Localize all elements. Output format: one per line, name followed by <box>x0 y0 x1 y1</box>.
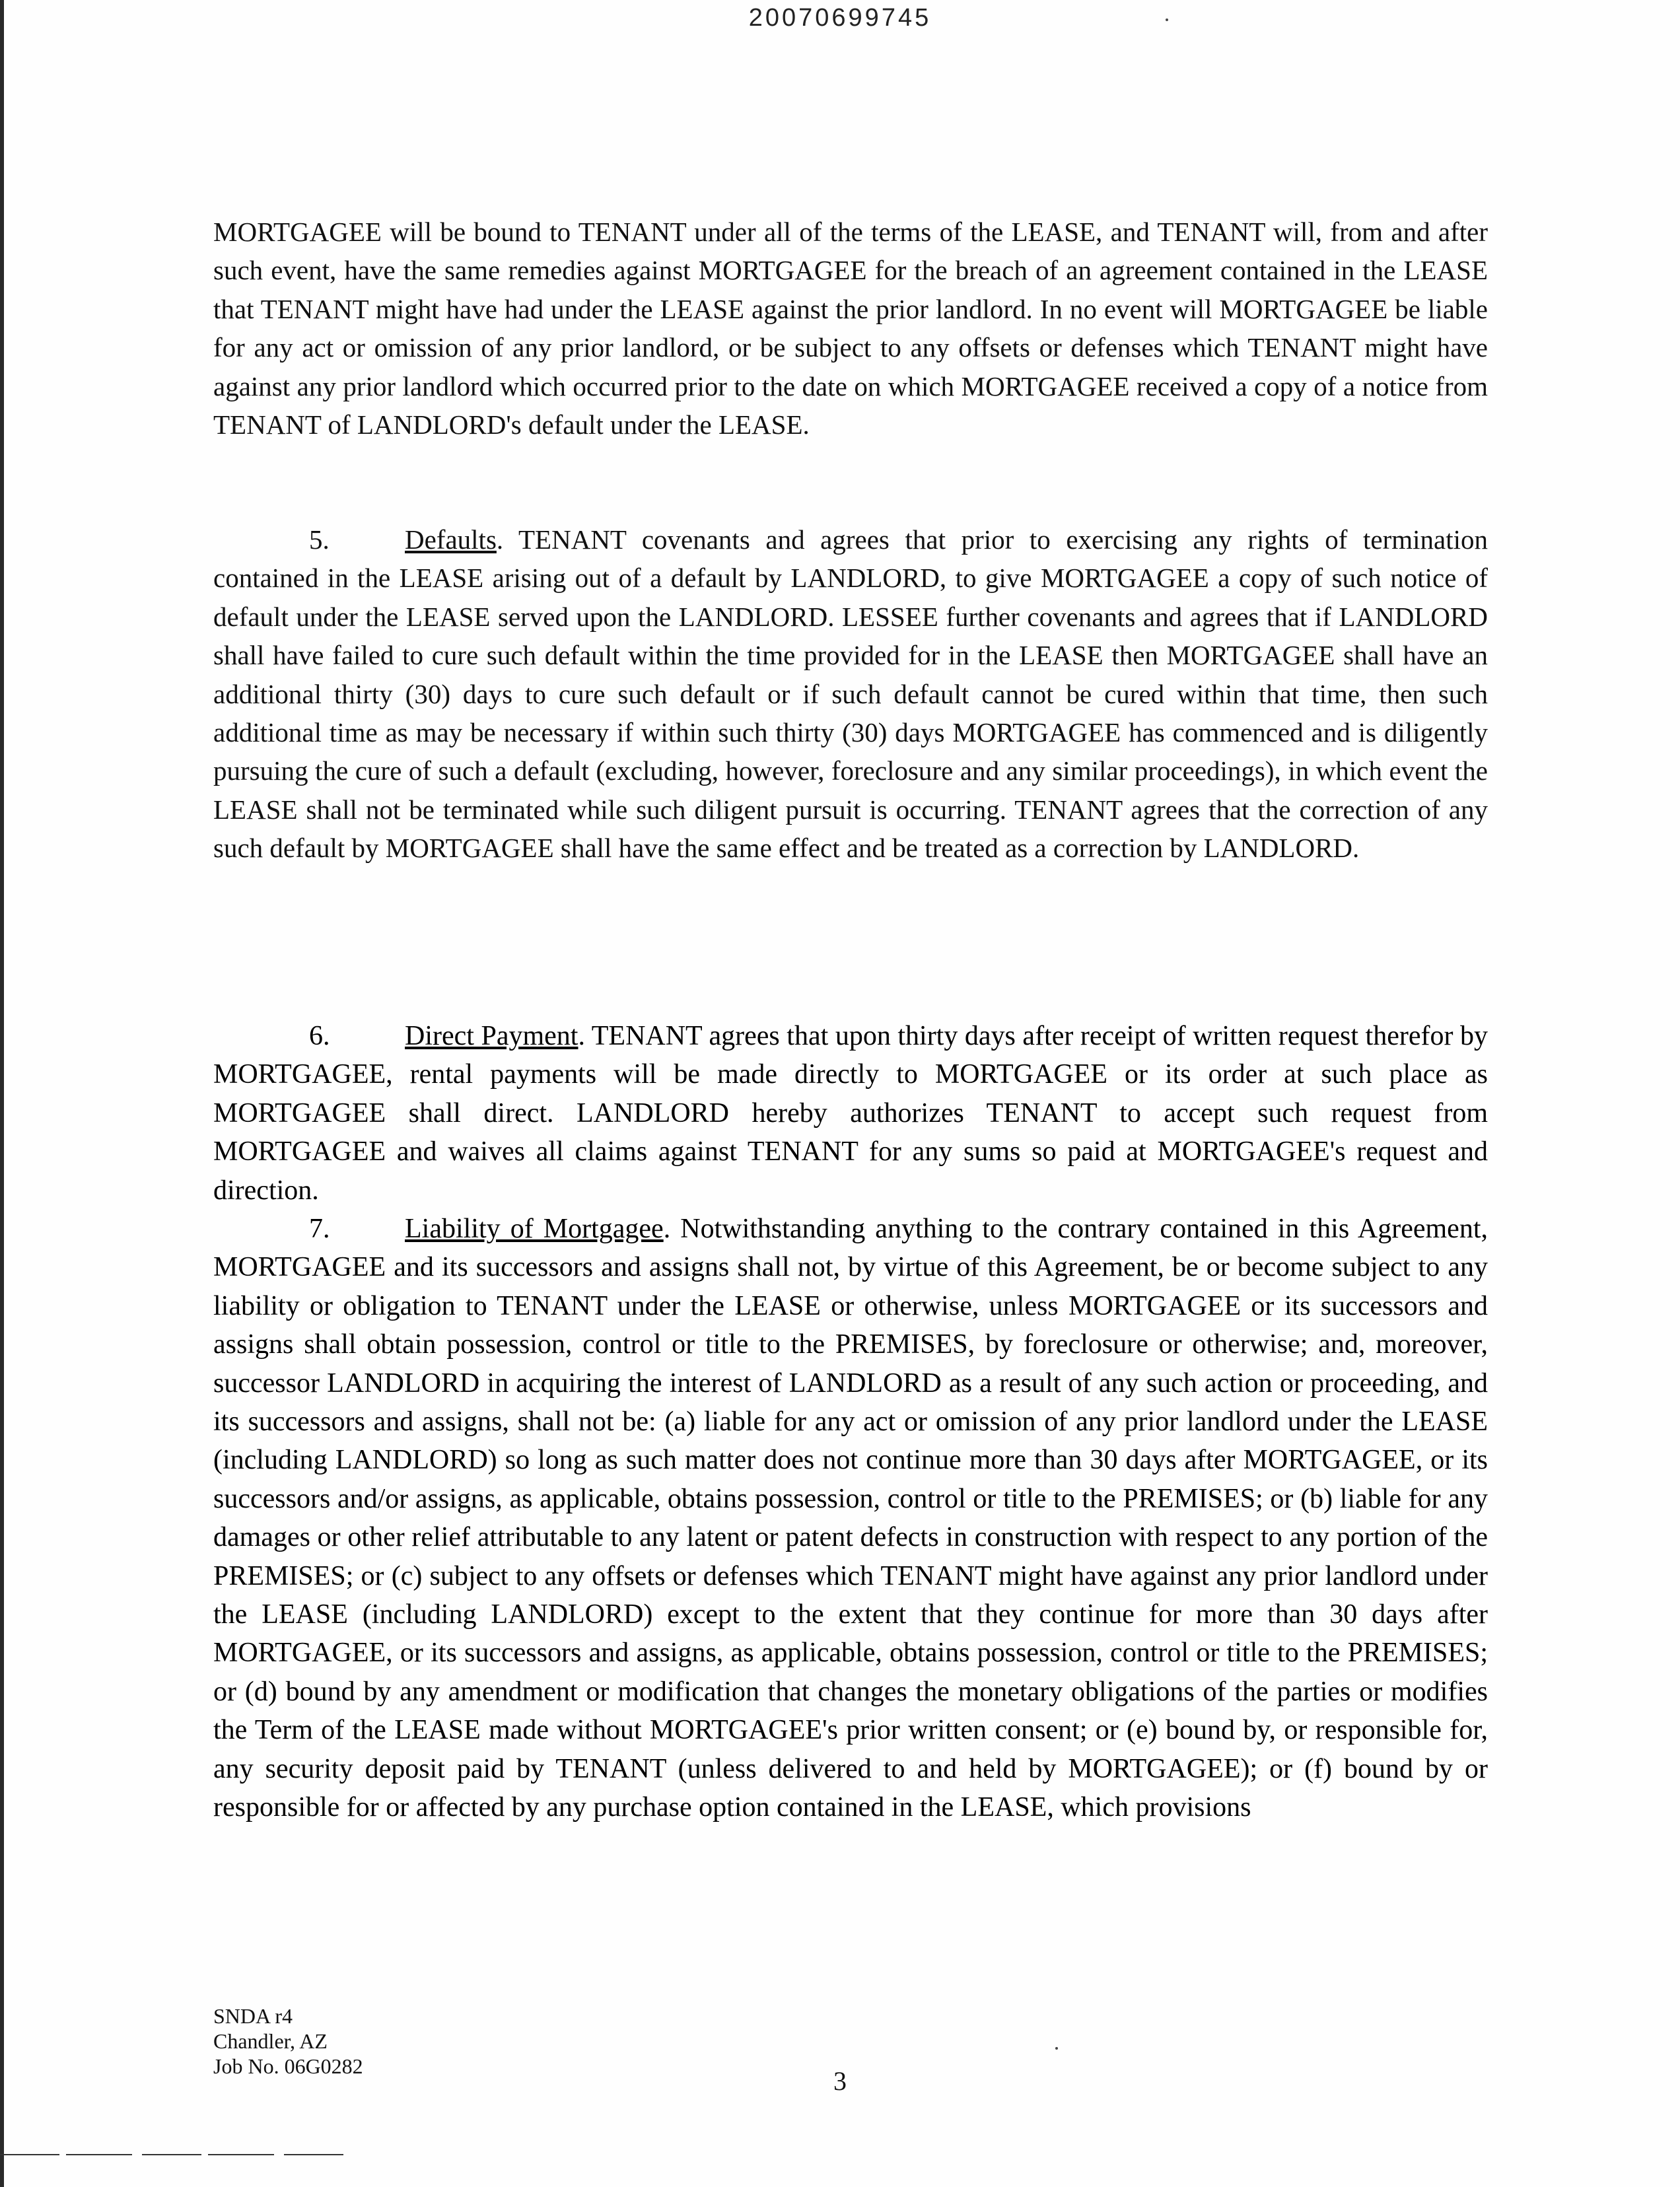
section-5-number: 5. <box>309 524 330 555</box>
scan-edge <box>0 0 4 2187</box>
section-6-number: 6. <box>309 1021 330 1051</box>
section-7-text: . Notwithstanding anything to the contrary contained in this Agreement, MORTGAGEE and its successors and assigns shall not, by virtue of this Agreement, be or become subject to any liability or obligation to TENANT under the LEASE or otherwise, unless MORTGAGEE or its successors and assigns shall obtain possession, control or title to the PREMISES, by foreclosure or otherwise; and, moreover, successor LANDLORD in acquiring the interest of LANDLORD as a result of any such action or proceeding, and its successors and assigns, shall not be: (a) liable for any act or omission of any prior landlord under the LEASE (including LANDLORD) so long as such matter does not continue more than 30 days after MORTGAGEE, or its successors and/or assigns, as applicable, obtains possession, control or title to the PREMISES; or (b) liable for any damages or other relief attributable to any latent or patent defects in construction with respect to any portion of the PREMISES; or (c) subject to any offsets or defenses which TENANT might have against any prior landlord under the LEASE (including LANDLORD) except to the extent that they continue for more than 30 days after MORTGAGEE, or its successors and assigns, as applicable, obtains possession, control or title to the PREMISES; or (d) bound by any amendment or modification that changes the monetary obligations of the parties or modifies the Term of the LEASE made without MORTGAGEE's prior written consent; or (e) bound by, or responsible for, any security deposit paid by TENANT (unless delivered to and held by MORTGAGEE); or (f) bound by or responsible for or affected by any purchase option contained in the LEASE, which provisions <box>213 1214 1488 1823</box>
section-5-text: . TENANT covenants and agrees that prior to exercising any rights of termination contained in the LEASE arising out of a default by LANDLORD, to give MORTGAGEE a copy of such notice of default under the LEASE served upon the LANDLORD. LESSEE further covenants and agrees that if LANDLORD shall have failed to cure such default within the time provided for in the LEASE then MORTGAGEE shall have an additional thirty (30) days to cure such default or if such default cannot be cured within that time, then such additional time as may be necessary if within such thirty (30) days MORTGAGEE has commenced and is diligently pursuing the cure of such a default (excluding, however, foreclosure and any similar proceedings), in which event the LEASE shall not be terminated while such diligent pursuit is occurring. TENANT agrees that the correction of any such default by MORTGAGEE shall have the same effect and be treated as a correction by LANDLORD. <box>213 524 1488 864</box>
section-5-defaults <box>213 520 1488 868</box>
page-number: 3 <box>833 2066 847 2096</box>
scan-speck <box>1166 18 1168 21</box>
section-7-heading: Liability of Mortgagee <box>405 1214 664 1244</box>
section-7-number: 7. <box>309 1214 330 1244</box>
paragraph-continuation: MORTGAGEE will be bound to TENANT under all of the terms of the LEASE, and TENANT will, from and after such event, have the same remedies against MORTGAGEE for the breach of an agreement contained in the LEASE that TENANT might have had under the LEASE against the prior landlord. In no event will MORTGAGEE be liable for any act or omission of any prior landlord, or be subject to any offsets or defenses which TENANT might have against any prior landlord which occurred prior to the date on which MORTGAGEE received a copy of a notice from TENANT of LANDLORD's default under the LEASE. <box>213 217 1488 440</box>
section-6-direct-payment <box>213 1017 1488 1210</box>
section-6-heading: Direct Payment <box>405 1021 578 1051</box>
section-7-liability <box>213 1210 1488 1827</box>
scan-speck <box>1055 2047 1058 2050</box>
footer-line-1: SNDA r4 <box>213 2004 293 2028</box>
footer-line-2: Chandler, AZ <box>213 2029 328 2053</box>
section-5-heading: Defaults <box>405 524 497 555</box>
footer-line-3: Job No. 06G0282 <box>213 2054 363 2078</box>
section-6-text: . TENANT agrees that upon thirty days after receipt of written request therefor by MORTGAGEE, rental payments will be made directly to MORTGAGEE or its order at such place as MORTGAGEE shall direct. LANDLORD hereby authorizes TENANT to accept such request from MORTGAGEE and waives all claims against TENANT for any sums so paid at MORTGAGEE's request and direction. <box>213 1021 1488 1206</box>
scan-bottom-rule <box>0 2154 343 2155</box>
recording-number: 20070699745 <box>748 4 932 32</box>
